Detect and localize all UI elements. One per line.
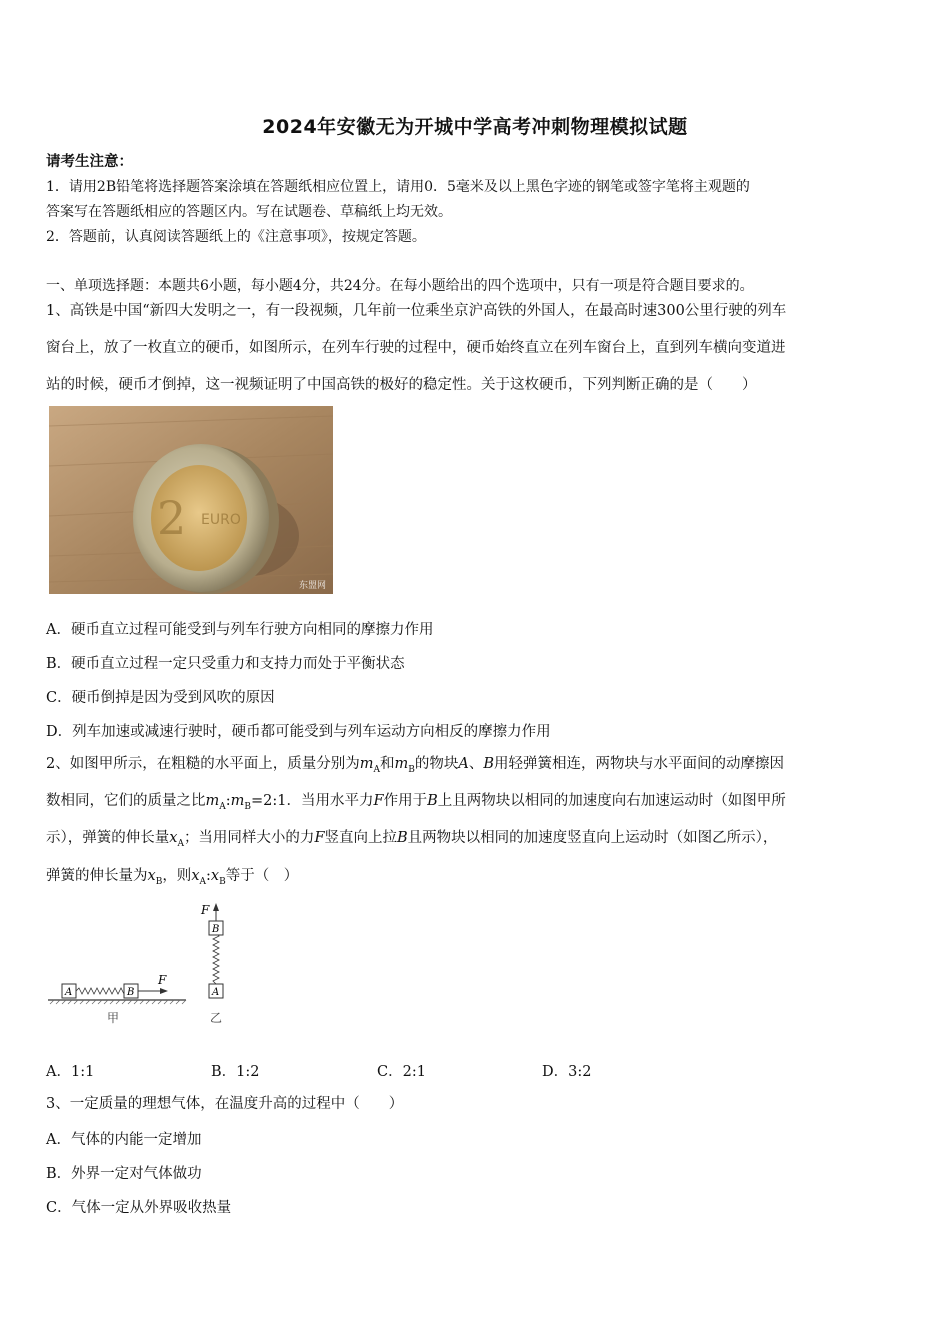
q2-stem-line-1: 2、如图甲所示，在粗糙的水平面上，质量分别为$m_A$和$m_B$的物块A、B用轻弹簧相连，两物块与水平面间的动摩擦因 [46, 756, 784, 775]
q3-option-c: C．气体一定从外界吸收热量 [46, 1200, 232, 1216]
q2-option-b: B．1:2 [211, 1064, 260, 1080]
q2-stem-line-2: 数相同，它们的质量之比$m_A:m_B=2:1$．当用水平力F作用于B上且两物块以相同的加速度向右加速运动时（如图甲所 [46, 793, 786, 812]
block-a-label: A [65, 987, 73, 998]
q2-option-d: D．3:2 [542, 1064, 592, 1080]
notice-heading: 请考生注意： [46, 153, 133, 170]
q1-option-b: B．硬币直立过程一定只受重力和支持力而处于平衡状态 [46, 656, 405, 672]
q1-option-a: A．硬币直立过程可能受到与列车行驶方向相同的摩擦力作用 [46, 622, 434, 638]
q1-stem-line-2: 窗台上，放了一枚直立的硬币，如图所示，在列车行驶的过程中，硬币始终直立在列车窗台上，直到列车横向变道进 [46, 340, 786, 356]
block-b-label: B [127, 987, 135, 998]
force-label-jia: F [158, 973, 167, 987]
svg-text:2: 2 [157, 491, 187, 545]
q1-stem-line-3: 站的时候，硬币才倒掉，这一视频证明了中国高铁的极好的稳定性。关于这枚硬币，下列判断正确的是（ ） [46, 377, 757, 393]
q2-option-a: A．1:1 [46, 1064, 95, 1080]
q3-option-b: B．外界一定对气体做功 [46, 1166, 202, 1182]
figure-label-yi: 乙 [210, 1011, 223, 1025]
coin-photo [49, 406, 333, 594]
svg-text:A: A [212, 987, 220, 998]
q2-option-c: C．2:1 [377, 1064, 426, 1080]
q1-option-c: C．硬币倒掉是因为受到风吹的原因 [46, 690, 275, 706]
figure-label-jia: 甲 [107, 1011, 120, 1025]
q2-stem-line-3: 示），弹簧的伸长量$x_A$；当用同样大小的力F竖直向上拉B且两物块以相同的加速度竖直向上运动时（如图乙所示）， [46, 830, 778, 849]
page-title: 2024年安徽无为开城中学高考冲刺物理模拟试题 [262, 116, 688, 138]
notice-line-1: 1．请用2B铅笔将选择题答案涂填在答题纸相应位置上，请用0．5毫米及以上黑色字迹的钢笔或签字笔将主观题的 [46, 179, 750, 195]
notice-line-2: 答案写在答题纸相应的答题区内。写在试题卷、草稿纸上均无效。 [46, 204, 452, 220]
q3-stem: 3、一定质量的理想气体，在温度升高的过程中（ ） [46, 1096, 404, 1112]
q2-stem-line-4: 弹簧的伸长量为$x_B$，则$x_A:x_B$等于（ ） [46, 868, 299, 887]
q1-option-d: D．列车加速或减速行驶时，硬币都可能受到与列车运动方向相反的摩擦力作用 [46, 724, 551, 740]
section-heading: 一、单项选择题：本题共6小题，每小题4分，共24分。在每小题给出的四个选项中，只有一项是符合题目要求的。 [46, 278, 754, 294]
notice-line-3: 2．答题前，认真阅读答题纸上的《注意事项》，按规定答题。 [46, 229, 426, 245]
spring-diagram [46, 898, 246, 1028]
q1-stem-line-1: 1、高铁是中国“新四大发明之一，有一段视频，几年前一位乘坐京沪高铁的外国人，在最高时速300公里行驶的列车 [46, 303, 787, 319]
force-label-yi: F [201, 903, 210, 917]
svg-text:EURO: EURO [201, 512, 241, 528]
q3-option-a: A．气体的内能一定增加 [46, 1132, 202, 1148]
svg-text:B: B [212, 924, 220, 935]
image-watermark: 东盟网 [299, 581, 327, 591]
